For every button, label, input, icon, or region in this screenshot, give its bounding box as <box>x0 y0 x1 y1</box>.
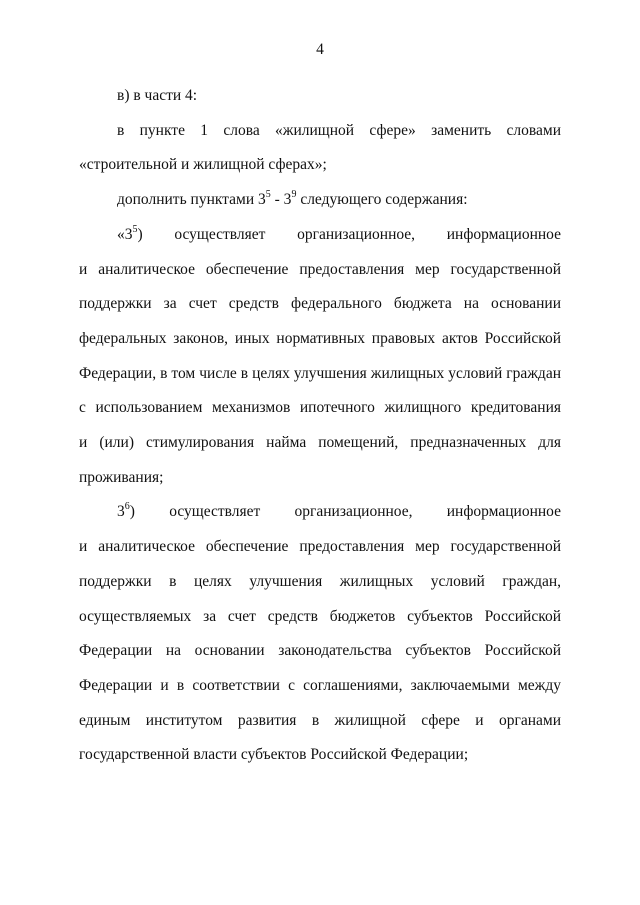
paragraph-line: с использованием механизмов ипотечного жилищного кредитования <box>79 399 561 417</box>
paragraph-line: в) в части 4: <box>117 87 198 104</box>
superscript: 6 <box>124 501 130 513</box>
document-body <box>79 79 561 773</box>
paragraph-line: и аналитическое обеспечение предоставления мер государственной <box>79 538 561 556</box>
paragraph-item-3-6 <box>79 495 561 773</box>
paragraph-line: $3^6$) осуществляет организационное, информационное <box>117 501 561 521</box>
paragraph-item-3-5 <box>79 218 561 496</box>
paragraph-line: государственной власти субъектов Российской Федерации; <box>79 746 469 764</box>
paragraph-line: Федерации и в соответствии с соглашениями, заключаемыми между <box>79 676 561 694</box>
paragraph-line: единым институтом развития в жилищной сфере и органами <box>79 711 561 729</box>
paragraph-line: проживания; <box>79 468 164 486</box>
paragraph-line: и (или) стимулирования найма помещений, предназначенных для <box>79 434 561 452</box>
paragraph-line: Федерации на основании законодательства субъектов Российской <box>79 642 561 660</box>
superscript: 9 <box>291 188 297 200</box>
paragraph-line: поддержки за счет средств федерального бюджета на основании <box>79 295 561 313</box>
paragraph-line: федеральных законов, иных нормативных правовых актов Российской <box>79 329 561 347</box>
paragraph-line: поддержки в целях улучшения жилищных условий граждан, <box>79 572 561 590</box>
paragraph-line: осуществляемых за счет средств бюджетов субъектов Российской <box>79 607 561 625</box>
paragraph-line: дополнить пунктами $3^5 - 3^9$ следующего содержания: <box>117 188 468 209</box>
page-number: 4 <box>316 41 324 58</box>
superscript: 5 <box>265 188 271 200</box>
paragraph-line: Федерации, в том числе в целях улучшения жилищных условий граждан <box>79 364 561 382</box>
paragraph-line: «строительной и жилищной сферах»; <box>79 156 327 174</box>
superscript: 5 <box>132 223 138 235</box>
paragraph-line: и аналитическое обеспечение предоставления мер государственной <box>79 260 561 278</box>
paragraph-line: «$3^5$) осуществляет организационное, информационное <box>117 223 561 243</box>
paragraph-part-4 <box>79 79 561 114</box>
paragraph-item-1 <box>79 114 561 183</box>
paragraph-add-items <box>79 183 561 218</box>
paragraph-line: в пункте 1 слова «жилищной сфере» заменить словами <box>117 121 561 139</box>
